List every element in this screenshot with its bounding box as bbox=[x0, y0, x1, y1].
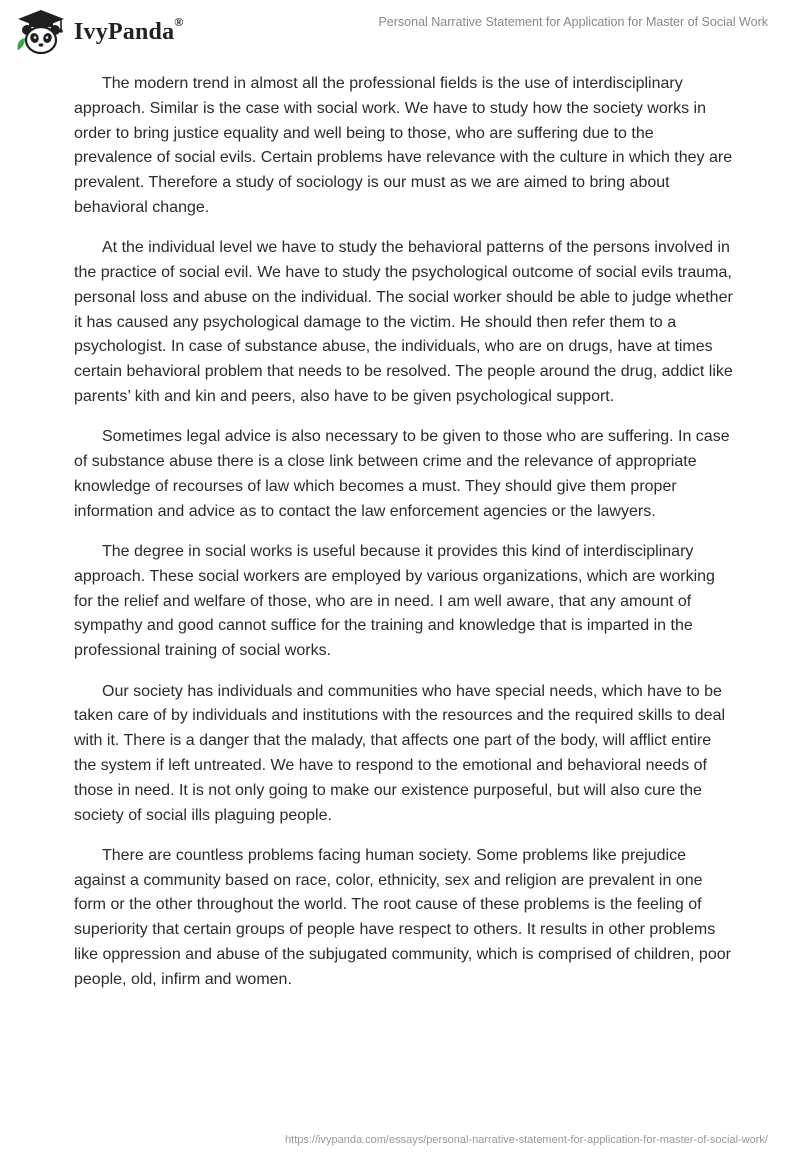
paragraph-5: Our society has individuals and communities who have special needs, which have to be taken care of by individuals and institutions with the resources and the required skills to deal with it. There is a danger that the malady, that affects one part of the body, will afflict entire the system if left untreated. We have to respond to the emotional and behavioral needs of those in need. It is not only going to make our existence purposeful, but will also cure the society of social ills plaguing people. bbox=[74, 682, 726, 824]
panda-graduate-icon bbox=[14, 8, 68, 56]
logo-wordmark bbox=[74, 14, 184, 46]
ivypanda-logo[interactable] bbox=[14, 8, 183, 56]
logo-text: IvyPanda bbox=[74, 18, 175, 45]
paragraph-6: There are countless problems facing human society. Some problems like prejudice against a community based on race, color, ethnicity, sex and religion are prevalent in one form or the other throughout the world. The root cause of these problems is the feeling of superiority that certain groups of people have respect to others. It results in other problems like oppression and abuse of the subjugated community, which is comprised of children, poor people, old, infirm and women. bbox=[74, 846, 731, 988]
paragraph-2: At the individual level we have to study the behavioral patterns of the persons involved in the practice of social evil. We have to study the psychological outcome of social evils trauma, personal loss and abuse on the individual. The social worker should be able to judge whether it has caused any psychological damage to the victim. He should then refer them to a psychologist. In case of substance abuse, the individuals, who are on drugs, have at times certain behavioral problem that needs to be resolved. The people around the drug, addict like parents’ kith and kin and peers, also have to be given psychological support. bbox=[74, 239, 733, 406]
paragraph-1: The modern trend in almost all the professional fields is the use of interdisciplinary approach. Similar is the case with social work. We have to study how the society works in order to bring justice equality and well being to those, who are suffering due to the prevalence of social evils. Certain problems have relevance with the culture in which they are prevalent. Therefore a study of sociology is our must as we are aimed to bring about behavioral change. bbox=[74, 75, 733, 216]
paragraph-3: Sometimes legal advice is also necessary to be given to those who are suffering. In case of substance abuse there is a close link between crime and the relevance of appropriate knowledge of recourses of law which becomes a must. They should give them proper information and advice as to contact the law enforcement agencies or the lawyers. bbox=[74, 428, 730, 520]
registered-mark: ® bbox=[174, 14, 184, 29]
source-url[interactable]: https://ivypanda.com/essays/personal-narrative-statement-for-application-for-master-of-social-work/ bbox=[285, 1134, 768, 1146]
paragraph-4: The degree in social works is useful because it provides this kind of interdisciplinary approach. These social workers are employed by various organizations, which are working for the relief and welfare of those, who are in need. I am well aware, that any amount of sympathy and good cannot suffice for the training and knowledge that is imparted in the professional training of social works. bbox=[74, 543, 715, 660]
essay-body bbox=[74, 72, 734, 1008]
page-header bbox=[0, 0, 800, 60]
document-title: Personal Narrative Statement for Application for Master of Social Work bbox=[378, 15, 768, 29]
